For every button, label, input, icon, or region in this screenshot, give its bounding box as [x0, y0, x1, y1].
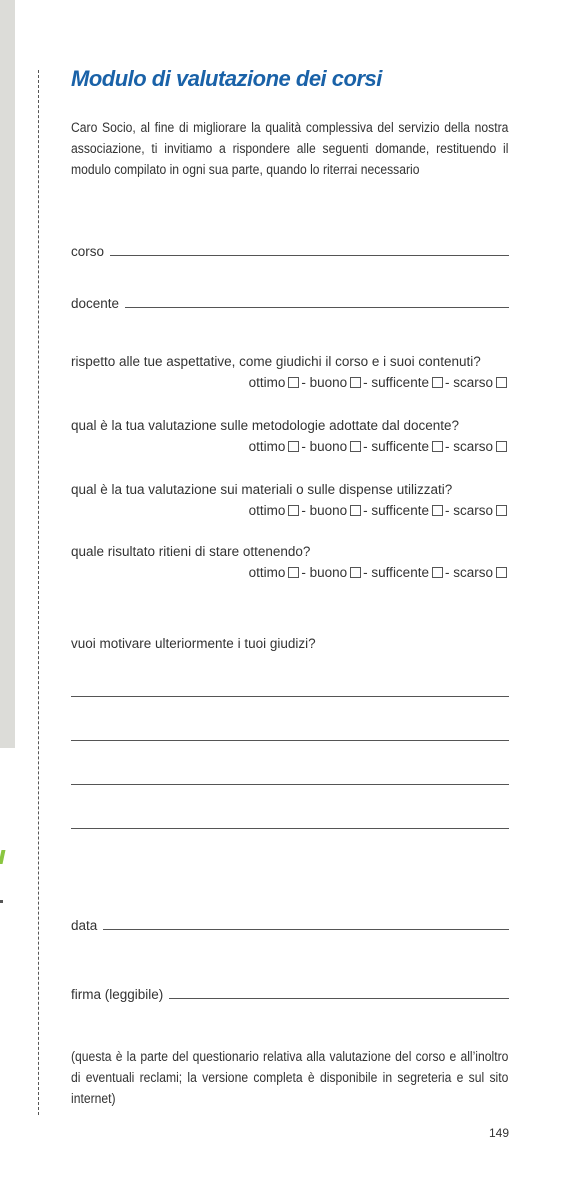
footnote: (questa è la parte del questionario relativa alla valutazione del corso e all’inoltro di eventuali reclami; la versione completa è disponibile in segreteria e sul sito internet)	[71, 1049, 509, 1106]
separator: -	[301, 439, 306, 454]
signature-line[interactable]	[169, 998, 509, 999]
motivate-question: vuoi motivare ulteriormente i tuoi giudizi?	[71, 636, 316, 651]
separator: -	[363, 375, 368, 390]
separator: -	[444, 565, 450, 580]
option-label: ottimo	[248, 503, 286, 518]
option-label: scarso	[453, 565, 493, 580]
option-label: sufficente	[371, 503, 429, 518]
docente-field[interactable]	[71, 296, 509, 311]
checkbox[interactable]	[350, 377, 361, 388]
checkbox[interactable]	[432, 441, 443, 452]
comment-line[interactable]	[71, 696, 509, 697]
separator: -	[301, 565, 306, 580]
separator: -	[444, 375, 450, 390]
option-label: scarso	[453, 503, 493, 518]
cut-line	[38, 70, 39, 1115]
docente-line[interactable]	[125, 307, 509, 308]
margin-dot	[0, 900, 3, 903]
rating-options	[71, 372, 509, 393]
checkbox[interactable]	[288, 377, 299, 388]
option-label: sufficente	[371, 375, 429, 390]
option-label: sufficente	[371, 565, 429, 580]
rating-options	[71, 500, 509, 521]
comment-line[interactable]	[71, 784, 509, 785]
option-label: ottimo	[248, 439, 286, 454]
question-2	[71, 415, 509, 457]
checkbox[interactable]	[288, 505, 299, 516]
date-field[interactable]	[71, 918, 509, 933]
signature-field[interactable]	[71, 987, 509, 1002]
option-label: sufficente	[371, 439, 429, 454]
option-label: ottimo	[248, 375, 286, 390]
option-label: buono	[309, 375, 348, 390]
date-line[interactable]	[103, 929, 509, 930]
checkbox[interactable]	[432, 567, 443, 578]
checkbox[interactable]	[432, 377, 443, 388]
option-label: scarso	[453, 439, 493, 454]
checkbox[interactable]	[496, 505, 507, 516]
separator: -	[301, 503, 306, 518]
separator: -	[363, 503, 368, 518]
date-label: data	[71, 918, 98, 933]
green-tab-mark	[0, 850, 5, 864]
checkbox[interactable]	[350, 567, 361, 578]
page-number: 149	[488, 1126, 509, 1140]
separator: -	[301, 375, 306, 390]
comment-line[interactable]	[71, 740, 509, 741]
intro-text: Caro Socio, al fine di migliorare la qualità complessiva del servizio della nostra associazione, ti invitiamo a rispondere alle seguenti domande, restituendo il modulo compilato in ogni sua parte, quando lo riterrai necessario	[71, 120, 509, 177]
question-text: quale risultato ritieni di stare ottenendo?	[71, 544, 311, 559]
checkbox[interactable]	[288, 567, 299, 578]
separator: -	[444, 503, 450, 518]
checkbox[interactable]	[496, 377, 507, 388]
rating-options	[71, 562, 509, 583]
side-strip	[0, 0, 15, 748]
checkbox[interactable]	[496, 567, 507, 578]
separator: -	[363, 565, 368, 580]
checkbox[interactable]	[288, 441, 299, 452]
separator: -	[363, 439, 368, 454]
signature-label: firma (leggibile)	[71, 987, 164, 1002]
option-label: buono	[309, 565, 348, 580]
comment-line[interactable]	[71, 828, 509, 829]
question-text: rispetto alle tue aspettative, come giudichi il corso e i suoi contenuti?	[71, 354, 481, 369]
separator: -	[444, 439, 450, 454]
checkbox[interactable]	[496, 441, 507, 452]
question-1	[71, 351, 509, 393]
corso-label: corso	[71, 244, 105, 259]
checkbox[interactable]	[350, 505, 361, 516]
checkbox[interactable]	[350, 441, 361, 452]
form-title: Modulo di valutazione dei corsi	[71, 66, 382, 91]
question-3	[71, 479, 509, 521]
corso-line[interactable]	[110, 255, 509, 256]
option-label: scarso	[453, 375, 493, 390]
option-label: buono	[309, 439, 348, 454]
question-4	[71, 541, 509, 583]
corso-field[interactable]	[71, 244, 509, 259]
rating-options	[71, 436, 509, 457]
option-label: buono	[309, 503, 348, 518]
docente-label: docente	[71, 296, 120, 311]
question-text: qual è la tua valutazione sulle metodologie adottate dal docente?	[71, 418, 460, 433]
question-text: qual è la tua valutazione sui materiali o sulle dispense utilizzati?	[71, 482, 453, 497]
option-label: ottimo	[248, 565, 286, 580]
checkbox[interactable]	[432, 505, 443, 516]
